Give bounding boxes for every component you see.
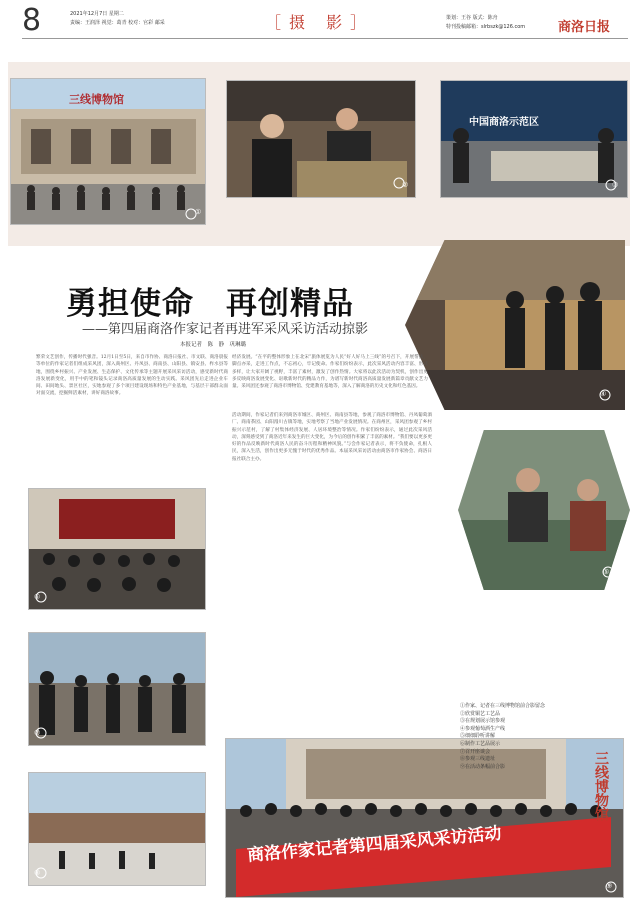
photo-museum: [10, 78, 206, 225]
photo-number-8: ⑧: [34, 869, 41, 877]
headline-subtitle: ——第四届商洛作家记者再进军采风采访活动掠影: [82, 322, 369, 337]
photo-number-6: ⑥: [34, 593, 41, 601]
caption-7: ⑦召开座谈会: [460, 748, 491, 755]
caption-9: ⑨在活动条幅前合影: [460, 763, 506, 770]
submission-email: 特刊投稿邮箱：slrbszk@126.com: [446, 24, 526, 30]
sales-sign-text: 中国商洛示范区: [469, 117, 539, 128]
wall-sign-text: 三线博物馆: [593, 751, 609, 821]
photo-number-4: ④: [600, 390, 607, 398]
photo-artisan-exhibit: [226, 80, 416, 198]
caption-3: ③在规划展示馆参观: [460, 718, 506, 725]
photo-site: [28, 772, 206, 886]
newspaper-logo: 商洛日报: [558, 20, 611, 35]
photo-planning-hall: [440, 80, 628, 198]
body-column-3: 活动期间，作家记者们来到商洛市城区、商州区、商南县等地，参观了商洛市博物馆、丹凤葡萄酒厂、商南茶园、山阳漫川古镇等地，实地考察了当地产业发展情况。在商州区，采风团参观了乡村振兴示范村，了解了村集体经济发展、人居环境整治等情况。作家们纷纷表示，通过此次采风活动，深刻感受到了商洛近年来发生的巨大变化，为今后的创作积累了丰富的素材。“我们要以更多更好的作品反映新时代商洛人民的奋斗历程和精神风貌。”与会作家记者表示，将不负使命，扎根人民，深入生活，创作出更多无愧于时代的优秀作品。本届采风采访活动由商洛市作家协会、商洛日报社联合主办。: [232, 412, 432, 702]
header-divider: [22, 38, 628, 39]
caption-1: ①作家、记者在三线博物馆前合影留念: [460, 703, 546, 709]
banner-text: 商洛作家记者第四届采风采访活动: [246, 823, 503, 866]
photo-number-5: ⑤: [603, 568, 610, 576]
photo-outdoor-visit: [28, 632, 206, 746]
caption-6: ⑥制作工艺品展示: [460, 740, 501, 747]
photo-number-3: ③: [612, 181, 619, 189]
body-column-2: 经济发展。“在平的整体形象上在北宋”旅体展览为人民“好人好马上三线”的号召下，开展帮扶，脚点亦采，走进工作点，不忘初心，牢记使命。作家们纷纷表示，此次采风活动内容丰富、形式多样，让大家开阔了视野，丰富了素材，激发了创作热情。大家将以此次活动为契机，创作出更多反映商洛发展变化、讴歌新时代的精品力作，为谱写新时代商洛高质量发展新篇章贡献文艺力量。采风团还参观了商洛市博物馆、党建教育基地等，深入了解商洛的历史文化和红色基因。: [232, 355, 428, 390]
photo-seminar: [28, 488, 206, 610]
caption-8: ⑧参观三线遗址: [460, 756, 496, 763]
photo-craft-demo: [458, 430, 630, 590]
museum-sign-text: 三线博物馆: [69, 93, 124, 106]
photo-number-2: ②: [402, 181, 409, 189]
caption-2: ②欣赏铜艺工艺品: [460, 710, 501, 717]
headline-title: 勇担使命 再创精品: [66, 286, 354, 322]
caption-list: [460, 703, 618, 771]
page-number: 8: [22, 3, 42, 38]
editor-credits: 责编：王润泽 视觉：葛青 校对：官彩 邮采: [70, 20, 165, 26]
byline: 本报记者 陈 静 巩琳璐: [180, 342, 247, 348]
photo-number-1: ①: [195, 208, 202, 216]
body-column-1: 繁荣文艺创作，传播时代强音。12月1日至5日，来自市作协、商洛日报社、市文联、商洛晨报等单位的作家记者们组成采风团，深入商州区、丹凤县、商南县、山阳县、镇安县、柞水县等地，围绕乡村振兴、产业发展、生态保护、文化传承等主题开展采风采访活动，感受新时代商洛发展新变化，用手中的笔和镜头记录商洛高质量发展的生动实践。采风团先后走进企业车间、田间地头、景区社区，实地参观了多个项目建设现场和特色产业基地，与基层干部群众面对面交流，挖掘鲜活素材，讲好商洛故事。: [36, 355, 228, 397]
photo-wine-line: [405, 240, 625, 410]
section-title: ［摄 影］: [265, 13, 375, 32]
photo-number-9: ⑨: [606, 882, 613, 890]
photo-number-7: ⑦: [34, 729, 41, 737]
issue-date: 2021年12月7日 星期二: [70, 11, 124, 17]
layout-credits: 策划：王谷 版式：陈舟: [446, 15, 498, 21]
caption-5: ⑤细细聆听讲解: [460, 733, 496, 740]
caption-4: ④参观葡萄酒生产线: [460, 725, 506, 732]
